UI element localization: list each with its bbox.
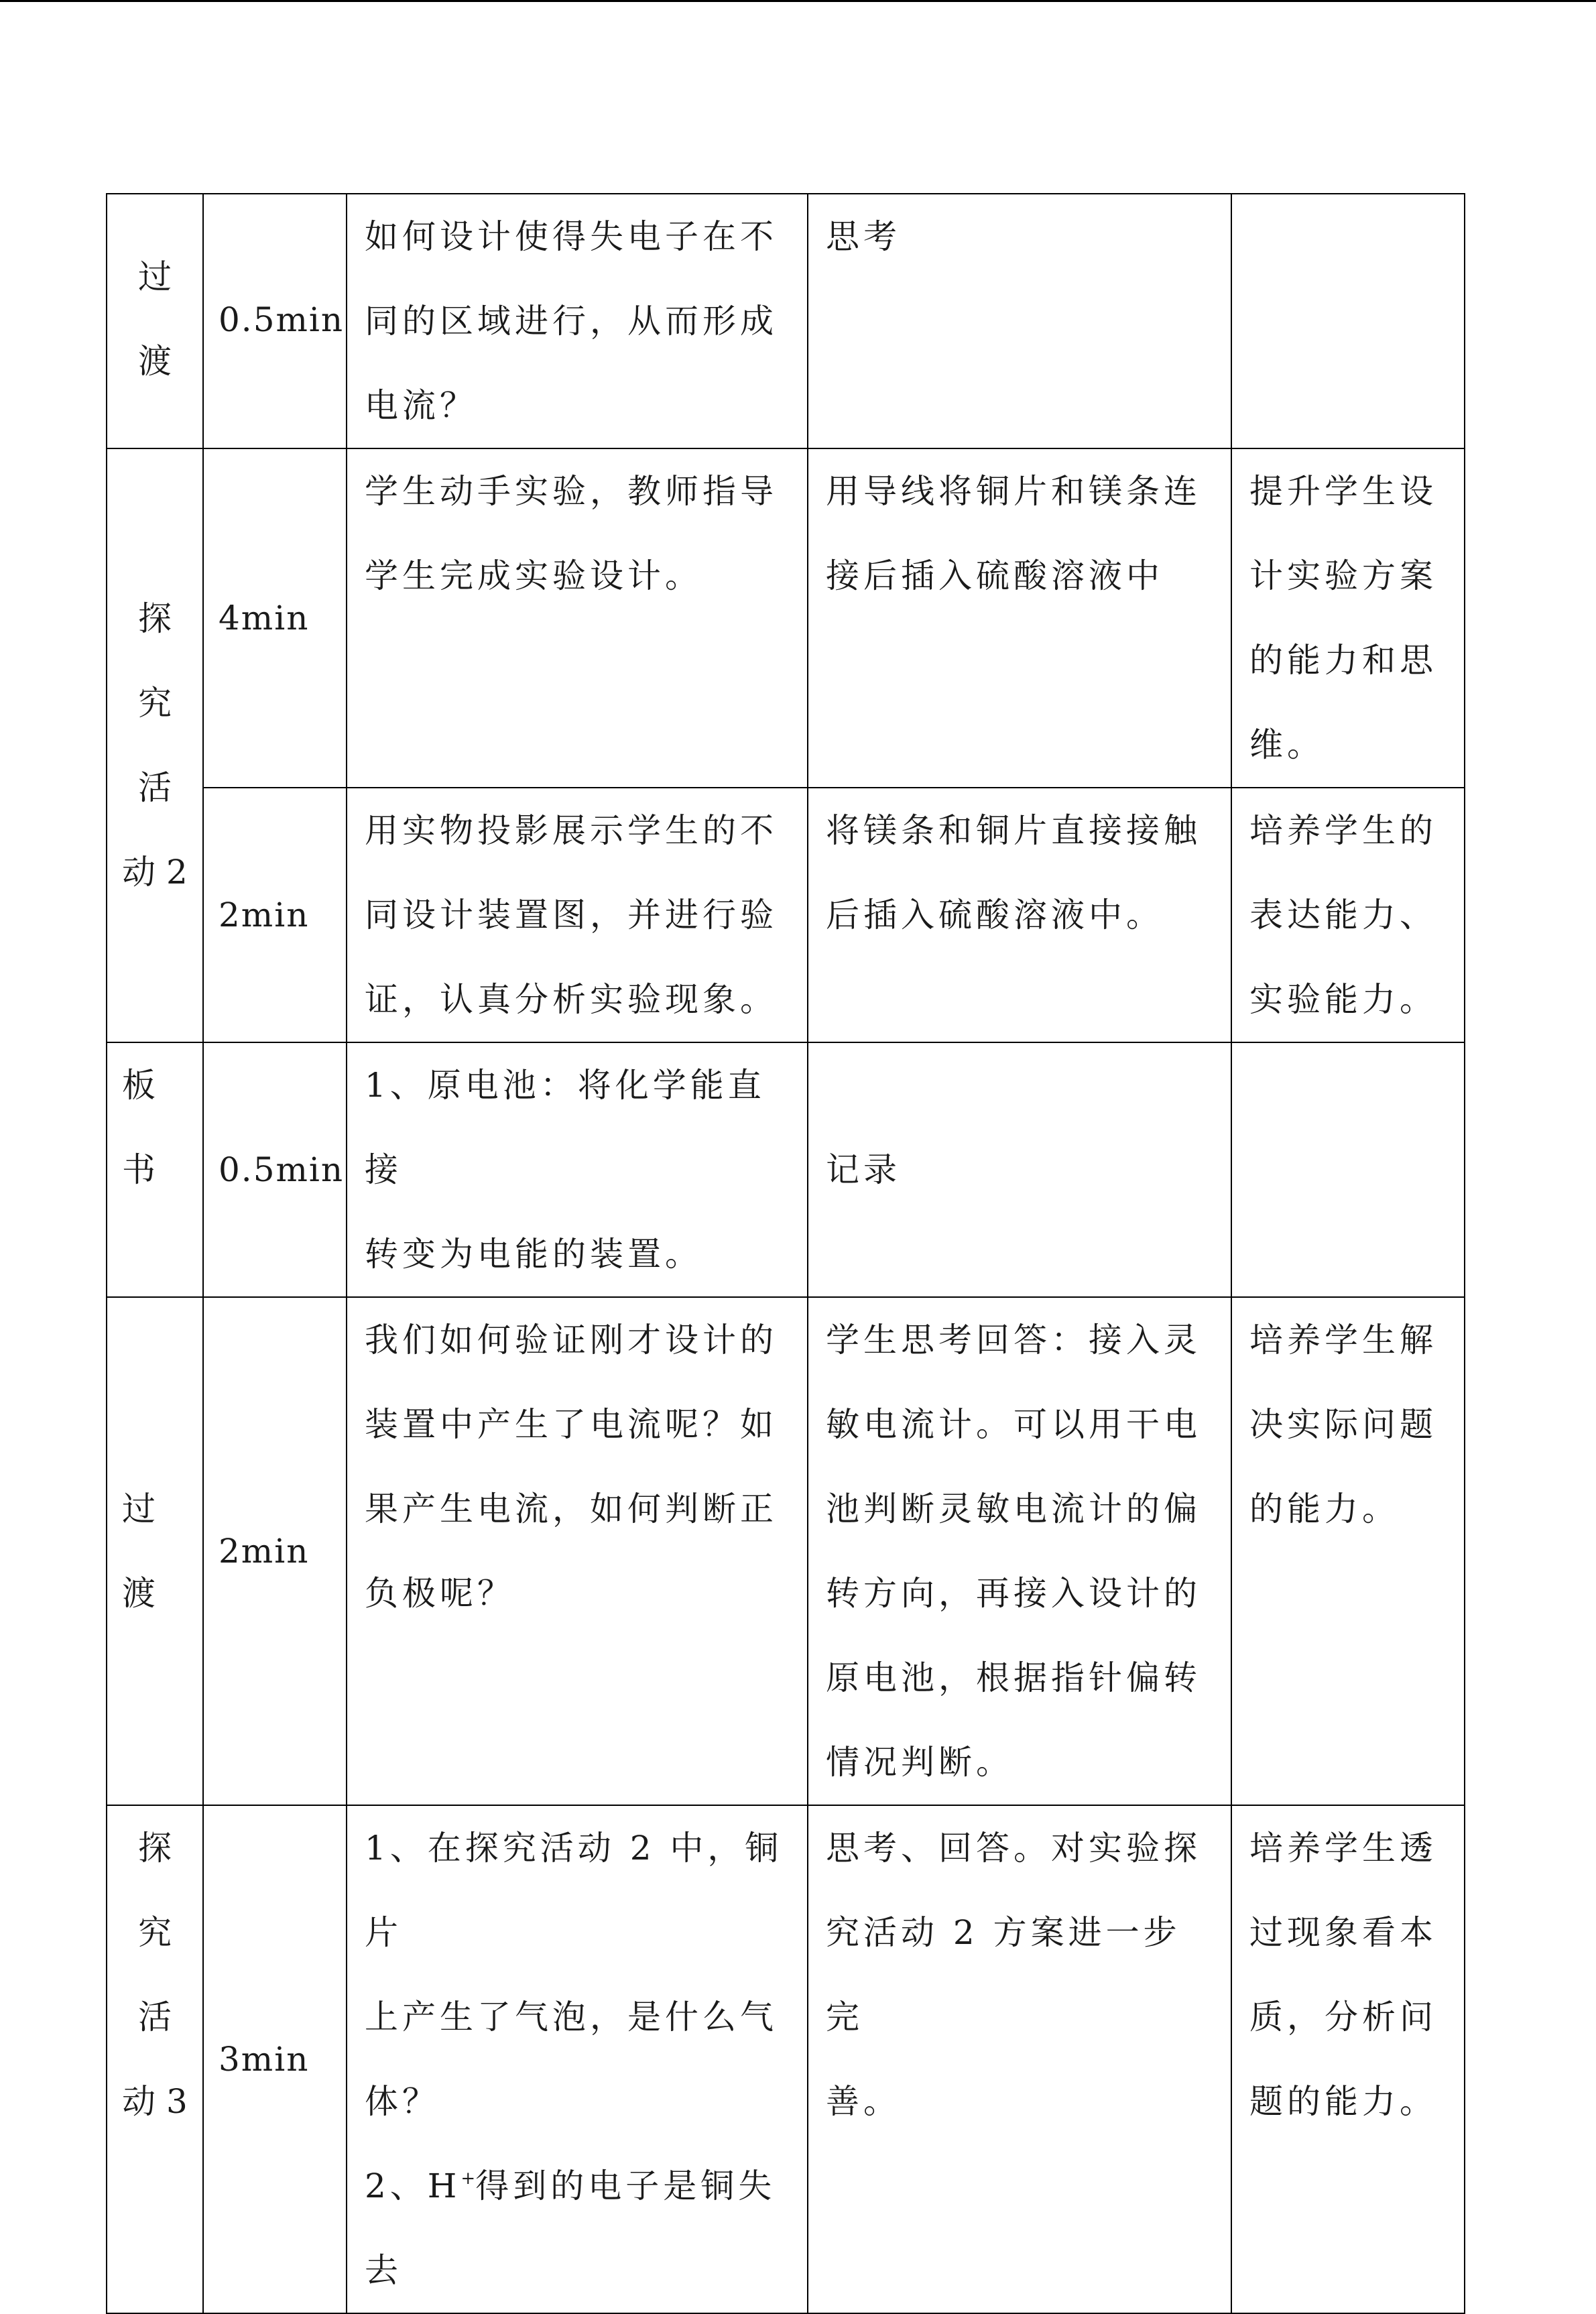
time-cell [203,788,347,1042]
stage-cell [107,448,203,1042]
table-row [107,788,1465,1042]
page-top-border [0,0,1596,2]
teacher-line: 1、原电池：将化学能直接 [365,1066,765,1189]
teacher-line: 果产生电流，如何判断正 [365,1489,778,1528]
time-cell [203,194,347,448]
stage-cell [107,1805,203,2313]
table-row [107,1297,1465,1805]
design-intent-cell [1231,1297,1465,1805]
teacher-line: 负极呢？ [365,1574,515,1613]
student-line: 学生思考回答：接入灵 [826,1321,1201,1359]
time-text: 4min [219,599,310,637]
teacher-line: 如何设计使得失电子在不 [365,217,778,256]
teacher-line-prefix: 2、H [365,2167,461,2205]
stage-text: 探 [138,1829,172,1868]
teacher-line: 转变为电能的装置。 [365,1235,702,1274]
design-intent-cell [1231,448,1465,788]
teacher-activity-cell [347,194,808,448]
student-line: 原电池，根据指针偏转 [826,1658,1201,1697]
teacher-line: 上产生了气泡，是什么气 [365,1998,778,2036]
time-text: 2min [219,896,310,934]
intent-line: 提升学生设 [1249,472,1437,511]
table-row [107,194,1465,448]
student-activity-cell [808,448,1231,788]
teacher-line: 用实物投影展示学生的不 [365,811,778,850]
table-row [107,1042,1465,1297]
stage-text: 过 [122,1489,156,1528]
teacher-line: 电流？ [365,386,477,425]
student-line: 究活动 2 方案进一步完 [826,1913,1181,2036]
time-text: 3min [219,2040,310,2079]
teacher-line: 证，认真分析实验现象。 [365,980,778,1019]
time-cell [203,1297,347,1805]
student-line: 池判断灵敏电流计的偏 [826,1489,1201,1528]
teacher-activity-cell [347,788,808,1042]
stage-text: 活 [138,1998,172,2036]
teacher-line: 学生完成实验设计。 [365,556,702,595]
intent-line: 维。 [1249,725,1325,764]
intent-line: 的能力。 [1249,1489,1400,1528]
stage-text: 动 2 [122,853,188,892]
intent-line: 题的能力。 [1249,2082,1437,2121]
intent-line: 表达能力、 [1249,896,1437,934]
teacher-line [365,2144,791,2313]
student-activity-cell [808,194,1231,448]
stage-text: 动 3 [122,2082,188,2121]
teacher-line-suffix: 得到的电子是铜失去 [365,2167,776,2290]
teacher-activity-cell [347,1297,808,1805]
design-intent-cell [1231,194,1465,448]
intent-line: 质，分析问 [1249,1998,1437,2036]
teacher-line: 学生动手实验，教师指导 [365,472,778,511]
intent-line: 决实际问题 [1249,1405,1437,1444]
student-line: 思考 [826,217,901,256]
time-cell [203,1805,347,2313]
student-line: 接后插入硫酸溶液中 [826,556,1164,595]
stage-cell [107,1042,203,1297]
hydrogen-ion-charge: + [461,2169,476,2189]
stage-text: 究 [138,1913,172,1952]
teacher-activity-cell [347,1042,808,1297]
table-row [107,1805,1465,2313]
table-row [107,448,1465,788]
lesson-plan-table [106,193,1465,2314]
student-line: 将镁条和铜片直接接触 [826,811,1201,850]
design-intent-cell [1231,1042,1465,1297]
intent-line: 培养学生的 [1249,811,1437,850]
intent-line: 培养学生透 [1249,1829,1437,1868]
student-line: 敏电流计。可以用干电 [826,1405,1201,1444]
intent-line: 实验能力。 [1249,980,1437,1019]
teacher-line: 体？ [365,2082,440,2121]
stage-text: 究 [138,684,172,723]
student-activity-cell [808,1805,1231,2313]
design-intent-cell [1231,788,1465,1042]
stage-text: 探 [138,599,172,638]
stage-cell [107,194,203,448]
teacher-line: 同设计装置图，并进行验 [365,896,778,934]
time-text: 0.5min [219,1150,345,1189]
student-activity-cell [808,1297,1231,1805]
time-cell [203,448,347,788]
teacher-line: 装置中产生了电流呢？如 [365,1405,778,1444]
intent-line: 计实验方案 [1249,556,1437,595]
teacher-activity-cell [347,448,808,788]
time-text: 2min [219,1532,310,1571]
intent-line: 培养学生解 [1249,1321,1437,1359]
stage-text: 渡 [138,342,172,381]
intent-line: 的能力和思 [1249,641,1437,680]
teacher-line: 1、在探究活动 2 中，铜片 [365,1829,783,1952]
student-line: 情况判断。 [826,1743,1014,1782]
student-line: 转方向，再接入设计的 [826,1574,1201,1613]
time-text: 0.5min [219,300,345,339]
student-activity-cell [808,788,1231,1042]
teacher-line: 我们如何验证刚才设计的 [365,1321,778,1359]
stage-text: 活 [138,768,172,807]
teacher-activity-cell [347,1805,808,2313]
stage-cell [107,1297,203,1805]
student-line: 思考、回答。对实验探 [826,1829,1201,1868]
student-line: 后插入硫酸溶液中。 [826,896,1164,934]
teacher-line: 同的区域进行，从而形成 [365,302,778,341]
student-line: 记录 [826,1150,901,1189]
stage-text: 过 [138,257,172,296]
student-line: 用导线将铜片和镁条连 [826,472,1201,511]
stage-text: 渡 [122,1574,156,1613]
stage-text: 板 [122,1066,156,1105]
student-activity-cell [808,1042,1231,1297]
stage-text: 书 [122,1150,156,1189]
intent-line: 过现象看本 [1249,1913,1437,1952]
student-line: 善。 [826,2082,901,2121]
design-intent-cell [1231,1805,1465,2313]
time-cell [203,1042,347,1297]
